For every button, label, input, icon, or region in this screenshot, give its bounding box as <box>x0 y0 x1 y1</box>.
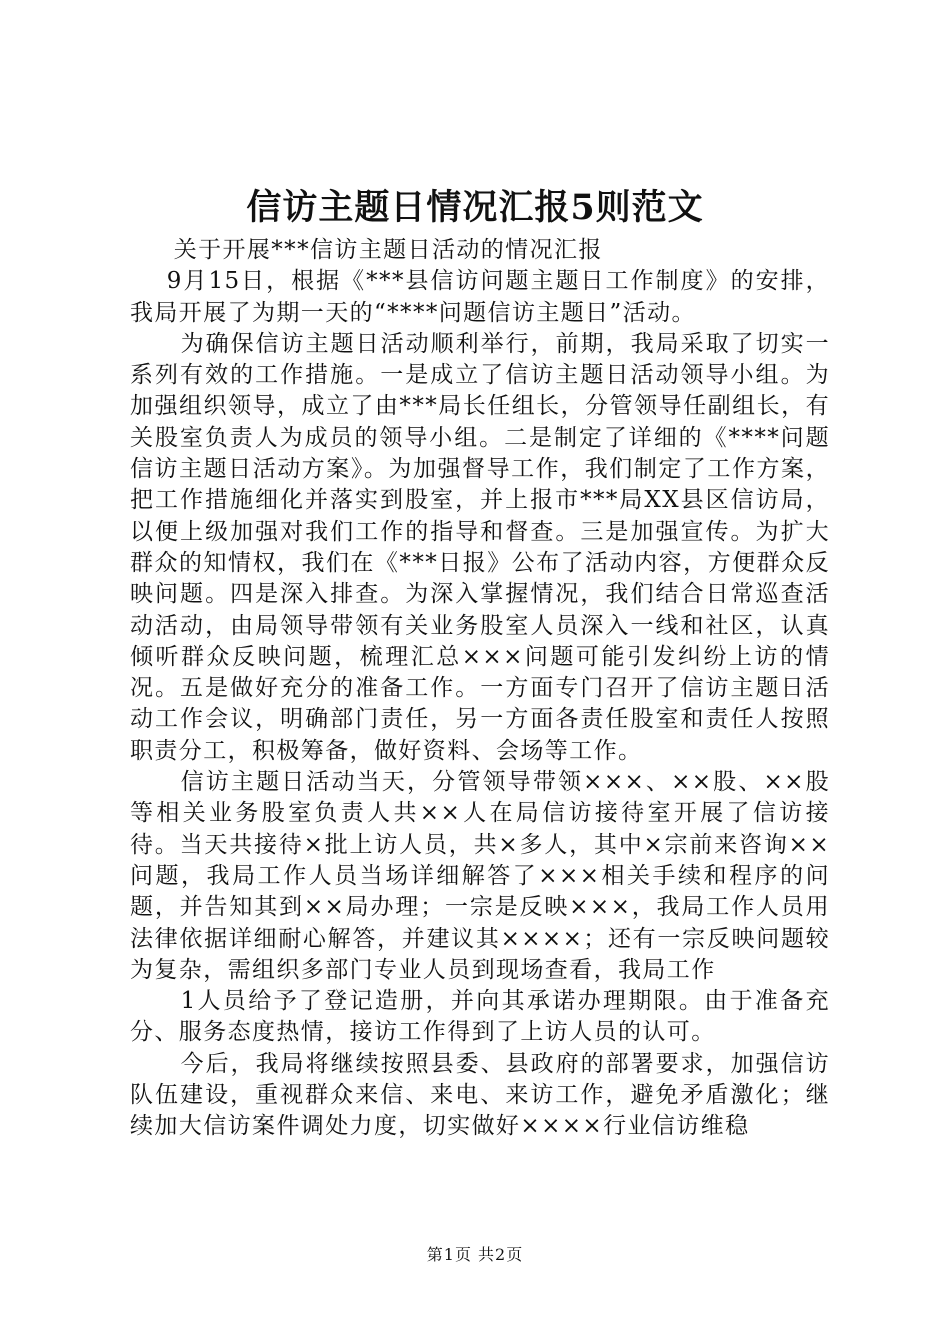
paragraph-registration: 1人员给予了登记造册，并向其承诺办理期限。由于准备充分、服务态度热情，接访工作得到了上访人员的认可。 <box>130 988 830 1046</box>
page-footer: 第1页 共2页 <box>426 1245 524 1264</box>
paragraph-event-day: 信访主题日活动当天，分管领导带领×××、××股、××股等相关业务股室负责人共××人在局信访接待室开展了信访接待。当天共接待×批上访人员，共×多人，其中×宗前来咨询××问题，我局工作人员当场详细解答了×××相关手续和程序的问题，并告知其到××局办理；一宗是反映×××，我局工作人员用法律依据详细耐心解答，并建议其××××；还有一宗反映问题较为复杂，需组织多部门专业人员到现场查看，我局工作 <box>130 769 830 983</box>
paragraph-future: 今后，我局将继续按照县委、县政府的部署要求，加强信访队伍建设，重视群众来信、来电、来访工作，避免矛盾激化；继续加大信访案件调处力度，切实做好××××行业信访维稳 <box>130 1050 830 1140</box>
paragraph-intro: 9月15日，根据《***县信访问题主题日工作制度》的安排，我局开展了为期一天的“****问题信访主题日”活动。 <box>130 268 830 326</box>
document-title: 信访主题日情况汇报5则范文 <box>246 187 704 228</box>
paragraph-preparation: 为确保信访主题日活动顺利举行，前期，我局采取了切实一系列有效的工作措施。一是成立了信访主题日活动领导小组。为加强组织领导，成立了由***局长任组长，分管领导任副组长，有关股室负责人为成员的领导小组。二是制定了详细的《****问题信访主题日活动方案》。为加强督导工作，我们制定了工作方案，把工作措施细化并落实到股室，并上报市***局XX县区信访局，以便上级加强对我们工作的指导和督查。三是加强宣传。为扩大群众的知情权，我们在《***日报》公布了活动内容，方便群众反映问题。四是深入排查。为深入掌握情况，我们结合日常巡查活动活动，由局领导带领有关业务股室人员深入一线和社区，认真倾听群众反映问题，梳理汇总×××问题可能引发纠纷上访的情况。五是做好充分的准备工作。一方面专门召开了信访主题日活动工作会议，明确部门责任，另一方面各责任股室和责任人按照职责分工，积极筹备，做好资料、会场等工作。 <box>130 330 830 764</box>
paragraph-heading: 关于开展***信访主题日活动的情况汇报 <box>173 237 603 263</box>
document-body <box>130 235 830 1143</box>
